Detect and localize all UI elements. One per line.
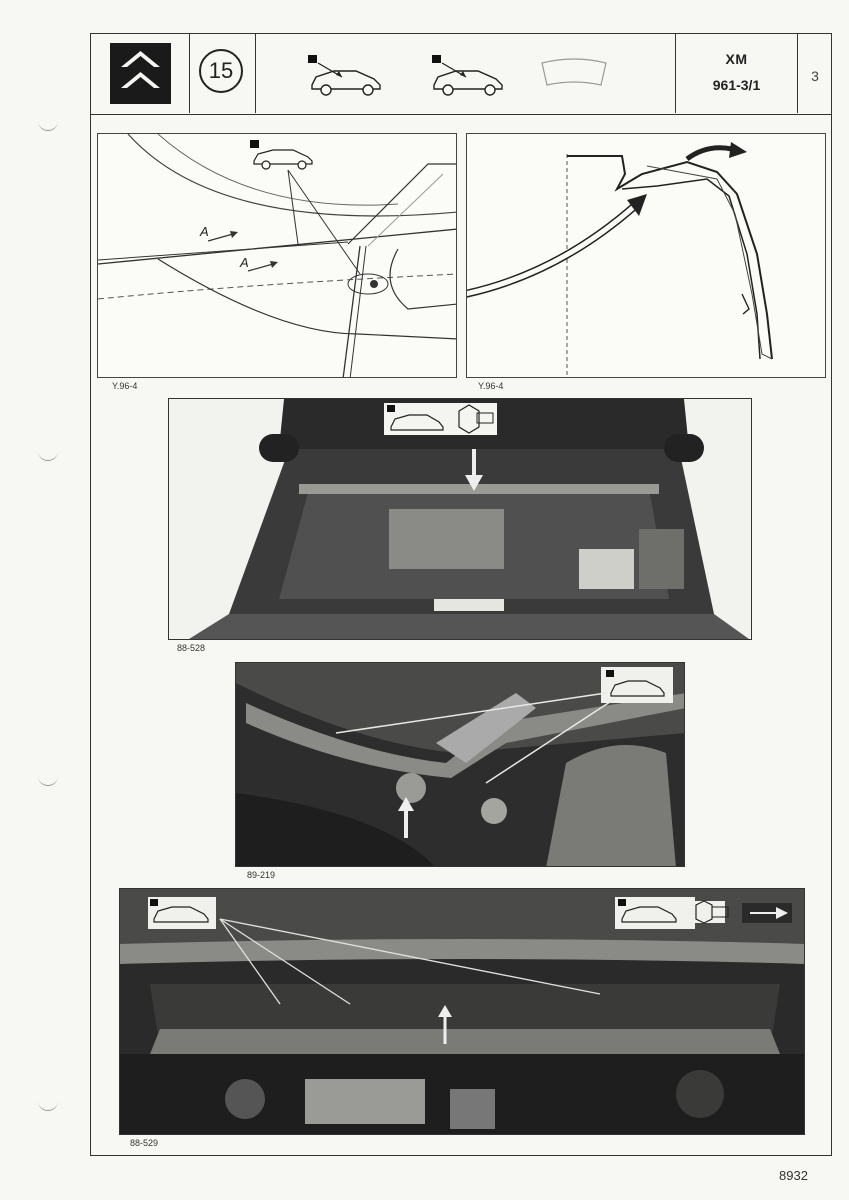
arrow-label-a: A	[240, 255, 249, 270]
binder-hole	[38, 775, 58, 786]
arrow-label-a: A	[200, 224, 209, 239]
engine-bay-photo	[168, 398, 752, 640]
page-header	[90, 33, 832, 115]
windscreen-icon	[542, 59, 606, 85]
figure-caption: 88-529	[130, 1138, 159, 1148]
procedure-number: 15	[199, 49, 243, 93]
car-remove-icon	[432, 55, 502, 95]
bonnet-hinge-photo	[235, 662, 685, 867]
figure-caption: 89-219	[247, 870, 276, 880]
page-cell	[798, 33, 832, 113]
figure-caption: Y.96-4	[112, 381, 138, 391]
figure-caption: 88-528	[177, 643, 206, 653]
citroen-logo-icon	[110, 43, 171, 104]
diagram-left	[97, 133, 457, 378]
procedure-number-cell	[190, 33, 256, 113]
diagram-right	[466, 133, 826, 378]
page-number: 3	[811, 68, 819, 84]
reference-number: 961-3/1	[712, 77, 761, 93]
binder-hole	[38, 1100, 58, 1111]
binder-hole	[38, 450, 58, 461]
model-name: XM	[725, 51, 748, 67]
binder-hole	[38, 120, 58, 131]
scuttle-panel-photo	[119, 888, 805, 1135]
figure-caption: Y.96-4	[478, 381, 504, 391]
car-remove-icon	[308, 55, 380, 95]
logo-cell	[90, 33, 190, 113]
operation-icons	[256, 33, 676, 113]
model-cell	[676, 33, 798, 113]
document-number: 8932	[779, 1168, 808, 1183]
